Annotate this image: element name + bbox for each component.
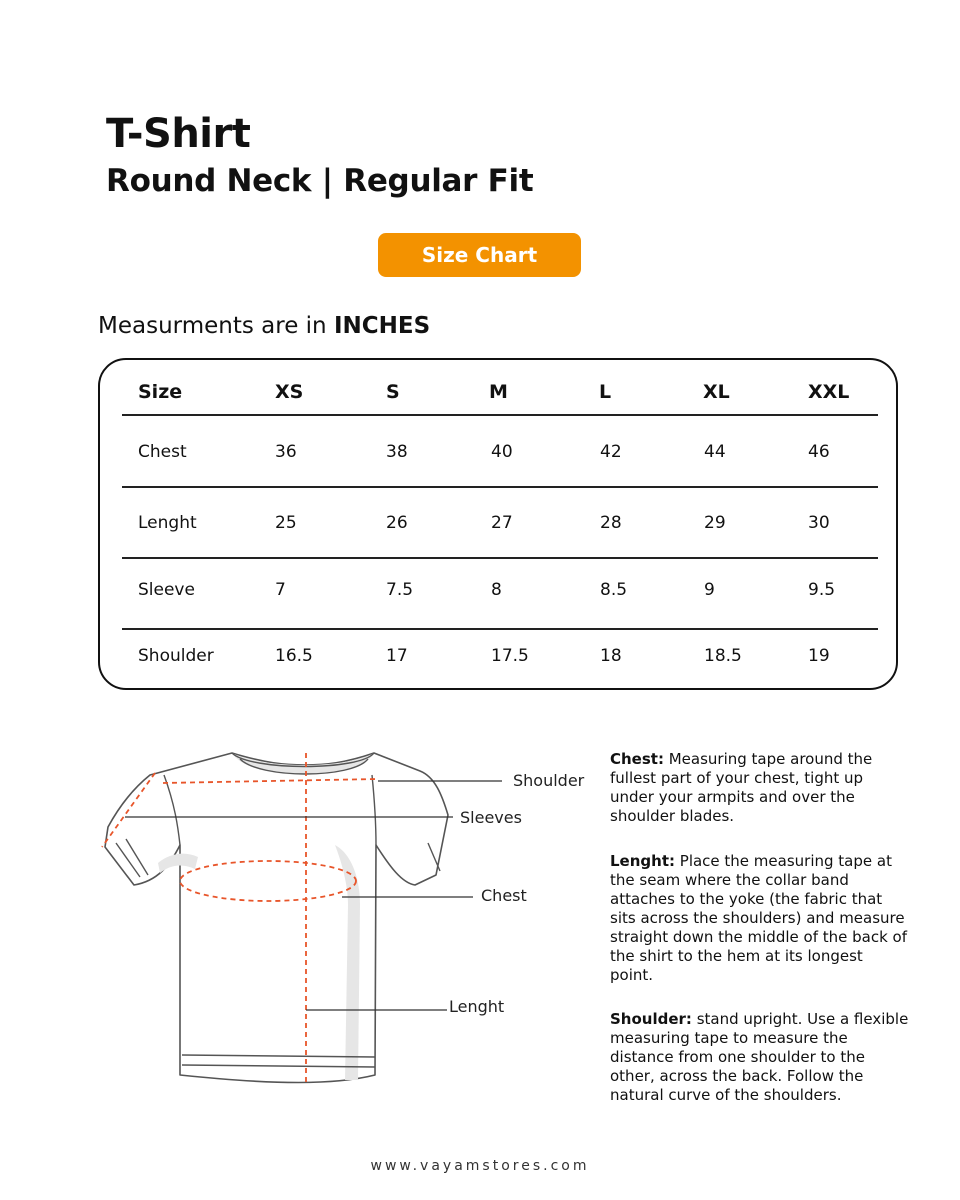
diagram-label-shoulder: Shoulder — [513, 771, 585, 790]
table-cell: 29 — [704, 513, 726, 533]
description-text: stand upright. Use a flexible measuring tape to measure the distance from one shoulder to the other, across the back. Follow the natural curve of the shoulders. — [610, 1010, 909, 1104]
diagram-label-length: Lenght — [449, 997, 505, 1016]
row-label: Lenght — [138, 513, 197, 533]
table-cell: 46 — [808, 442, 830, 462]
description-text: Measuring tape around the fullest part of your chest, tight up under your armpits and over the shoulder blades. — [610, 750, 873, 825]
column-header-xl: XL — [703, 381, 730, 403]
page-title: T-Shirt — [106, 111, 251, 157]
table-cell: 38 — [386, 442, 408, 462]
table-cell: 18 — [600, 646, 622, 666]
table-row-chest — [122, 422, 878, 482]
units-value: INCHES — [333, 313, 431, 339]
table-cell: 40 — [491, 442, 513, 462]
table-row-sleeve — [122, 560, 878, 620]
units-note — [98, 310, 430, 342]
row-label: Sleeve — [138, 580, 195, 600]
description-chest — [610, 750, 910, 826]
table-header-row — [122, 370, 878, 416]
table-cell: 17.5 — [491, 646, 529, 666]
description-term: Chest: — [610, 750, 664, 768]
row-divider — [122, 557, 878, 559]
table-cell: 9 — [704, 580, 715, 600]
table-cell: 28 — [600, 513, 622, 533]
column-header-xxl: XXL — [808, 381, 850, 403]
table-cell: 7 — [275, 580, 286, 600]
table-cell: 44 — [704, 442, 726, 462]
table-row-length — [122, 493, 878, 553]
table-cell: 19 — [808, 646, 830, 666]
row-label: Shoulder — [138, 646, 214, 666]
units-prefix: Measurments are in — [98, 313, 334, 339]
description-term: Shoulder: — [610, 1010, 692, 1028]
page-subtitle: Round Neck | Regular Fit — [106, 163, 534, 199]
diagram-label-sleeves: Sleeves — [460, 808, 522, 827]
table-cell: 8.5 — [600, 580, 628, 600]
description-term: Lenght: — [610, 852, 675, 870]
row-label: Chest — [138, 442, 187, 462]
table-cell: 30 — [808, 513, 830, 533]
table-cell: 8 — [491, 580, 502, 600]
table-cell: 42 — [600, 442, 622, 462]
table-cell: 18.5 — [704, 646, 742, 666]
table-cell: 9.5 — [808, 580, 836, 600]
diagram-label-chest: Chest — [481, 886, 527, 905]
row-divider — [122, 486, 878, 488]
table-cell: 25 — [275, 513, 297, 533]
table-cell: 27 — [491, 513, 513, 533]
table-cell: 17 — [386, 646, 408, 666]
column-header-xs: XS — [275, 381, 304, 403]
column-header-size: Size — [138, 381, 183, 403]
size-chart-button[interactable]: Size Chart — [378, 233, 581, 277]
table-cell: 36 — [275, 442, 297, 462]
column-header-s: S — [386, 381, 400, 403]
size-table — [98, 358, 898, 690]
tshirt-body — [105, 753, 448, 1083]
footer-website[interactable]: www.vayamstores.com — [370, 1158, 590, 1174]
table-row-shoulder — [122, 626, 878, 686]
description-shoulder — [610, 1010, 910, 1105]
tshirt-illustration — [90, 735, 590, 1105]
column-header-m: M — [489, 381, 508, 403]
tshirt-diagram — [90, 735, 590, 1105]
column-header-l: L — [599, 381, 612, 403]
table-cell: 26 — [386, 513, 408, 533]
description-text: Place the measuring tape at the seam where the collar band attaches to the yoke (the fabric that sits across the shoulders) and measure straight down the middle of the back of the shirt to the hem at its longest point. — [610, 852, 907, 984]
description-length — [610, 852, 910, 985]
table-cell: 7.5 — [386, 580, 414, 600]
table-cell: 16.5 — [275, 646, 313, 666]
